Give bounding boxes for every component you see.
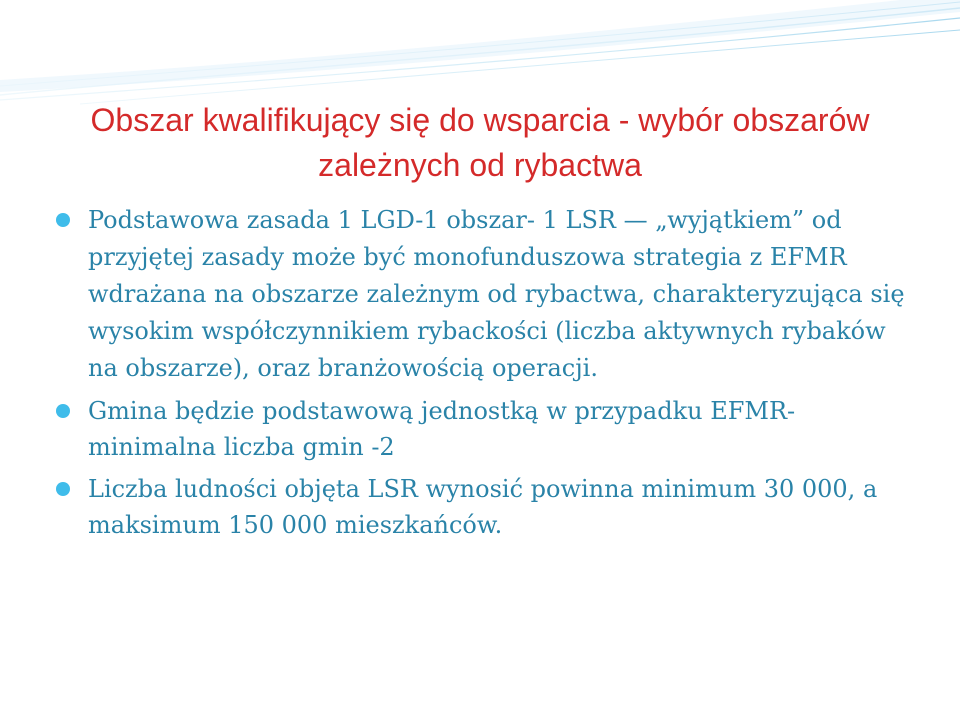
bullet-item: Gmina będzie podstawową jednostką w przypadku EFMR- minimalna liczba gmin -2 — [88, 393, 918, 465]
bullet-list — [88, 202, 918, 549]
bullet-item: Podstawowa zasada 1 LGD-1 obszar- 1 LSR — „wyjątkiem” od przyjętej zasady może być monofunduszowa strategia z EFMR wdrażana na obszarze zależnym od rybactwa, charakteryzująca się wysokim współczynnikiem rybackości (liczba aktywnych rybaków na obszarze), oraz branżowością operacji. — [88, 202, 918, 387]
slide-title: Obszar kwalifikujący się do wsparcia - wybór obszarów zależnych od rybactwa — [90, 102, 870, 183]
bullet-item: Liczba ludności objęta LSR wynosić powinna minimum 30 000, a maksimum 150 000 mieszkańców. — [88, 471, 918, 543]
decorative-swoosh-lines — [0, 0, 960, 110]
